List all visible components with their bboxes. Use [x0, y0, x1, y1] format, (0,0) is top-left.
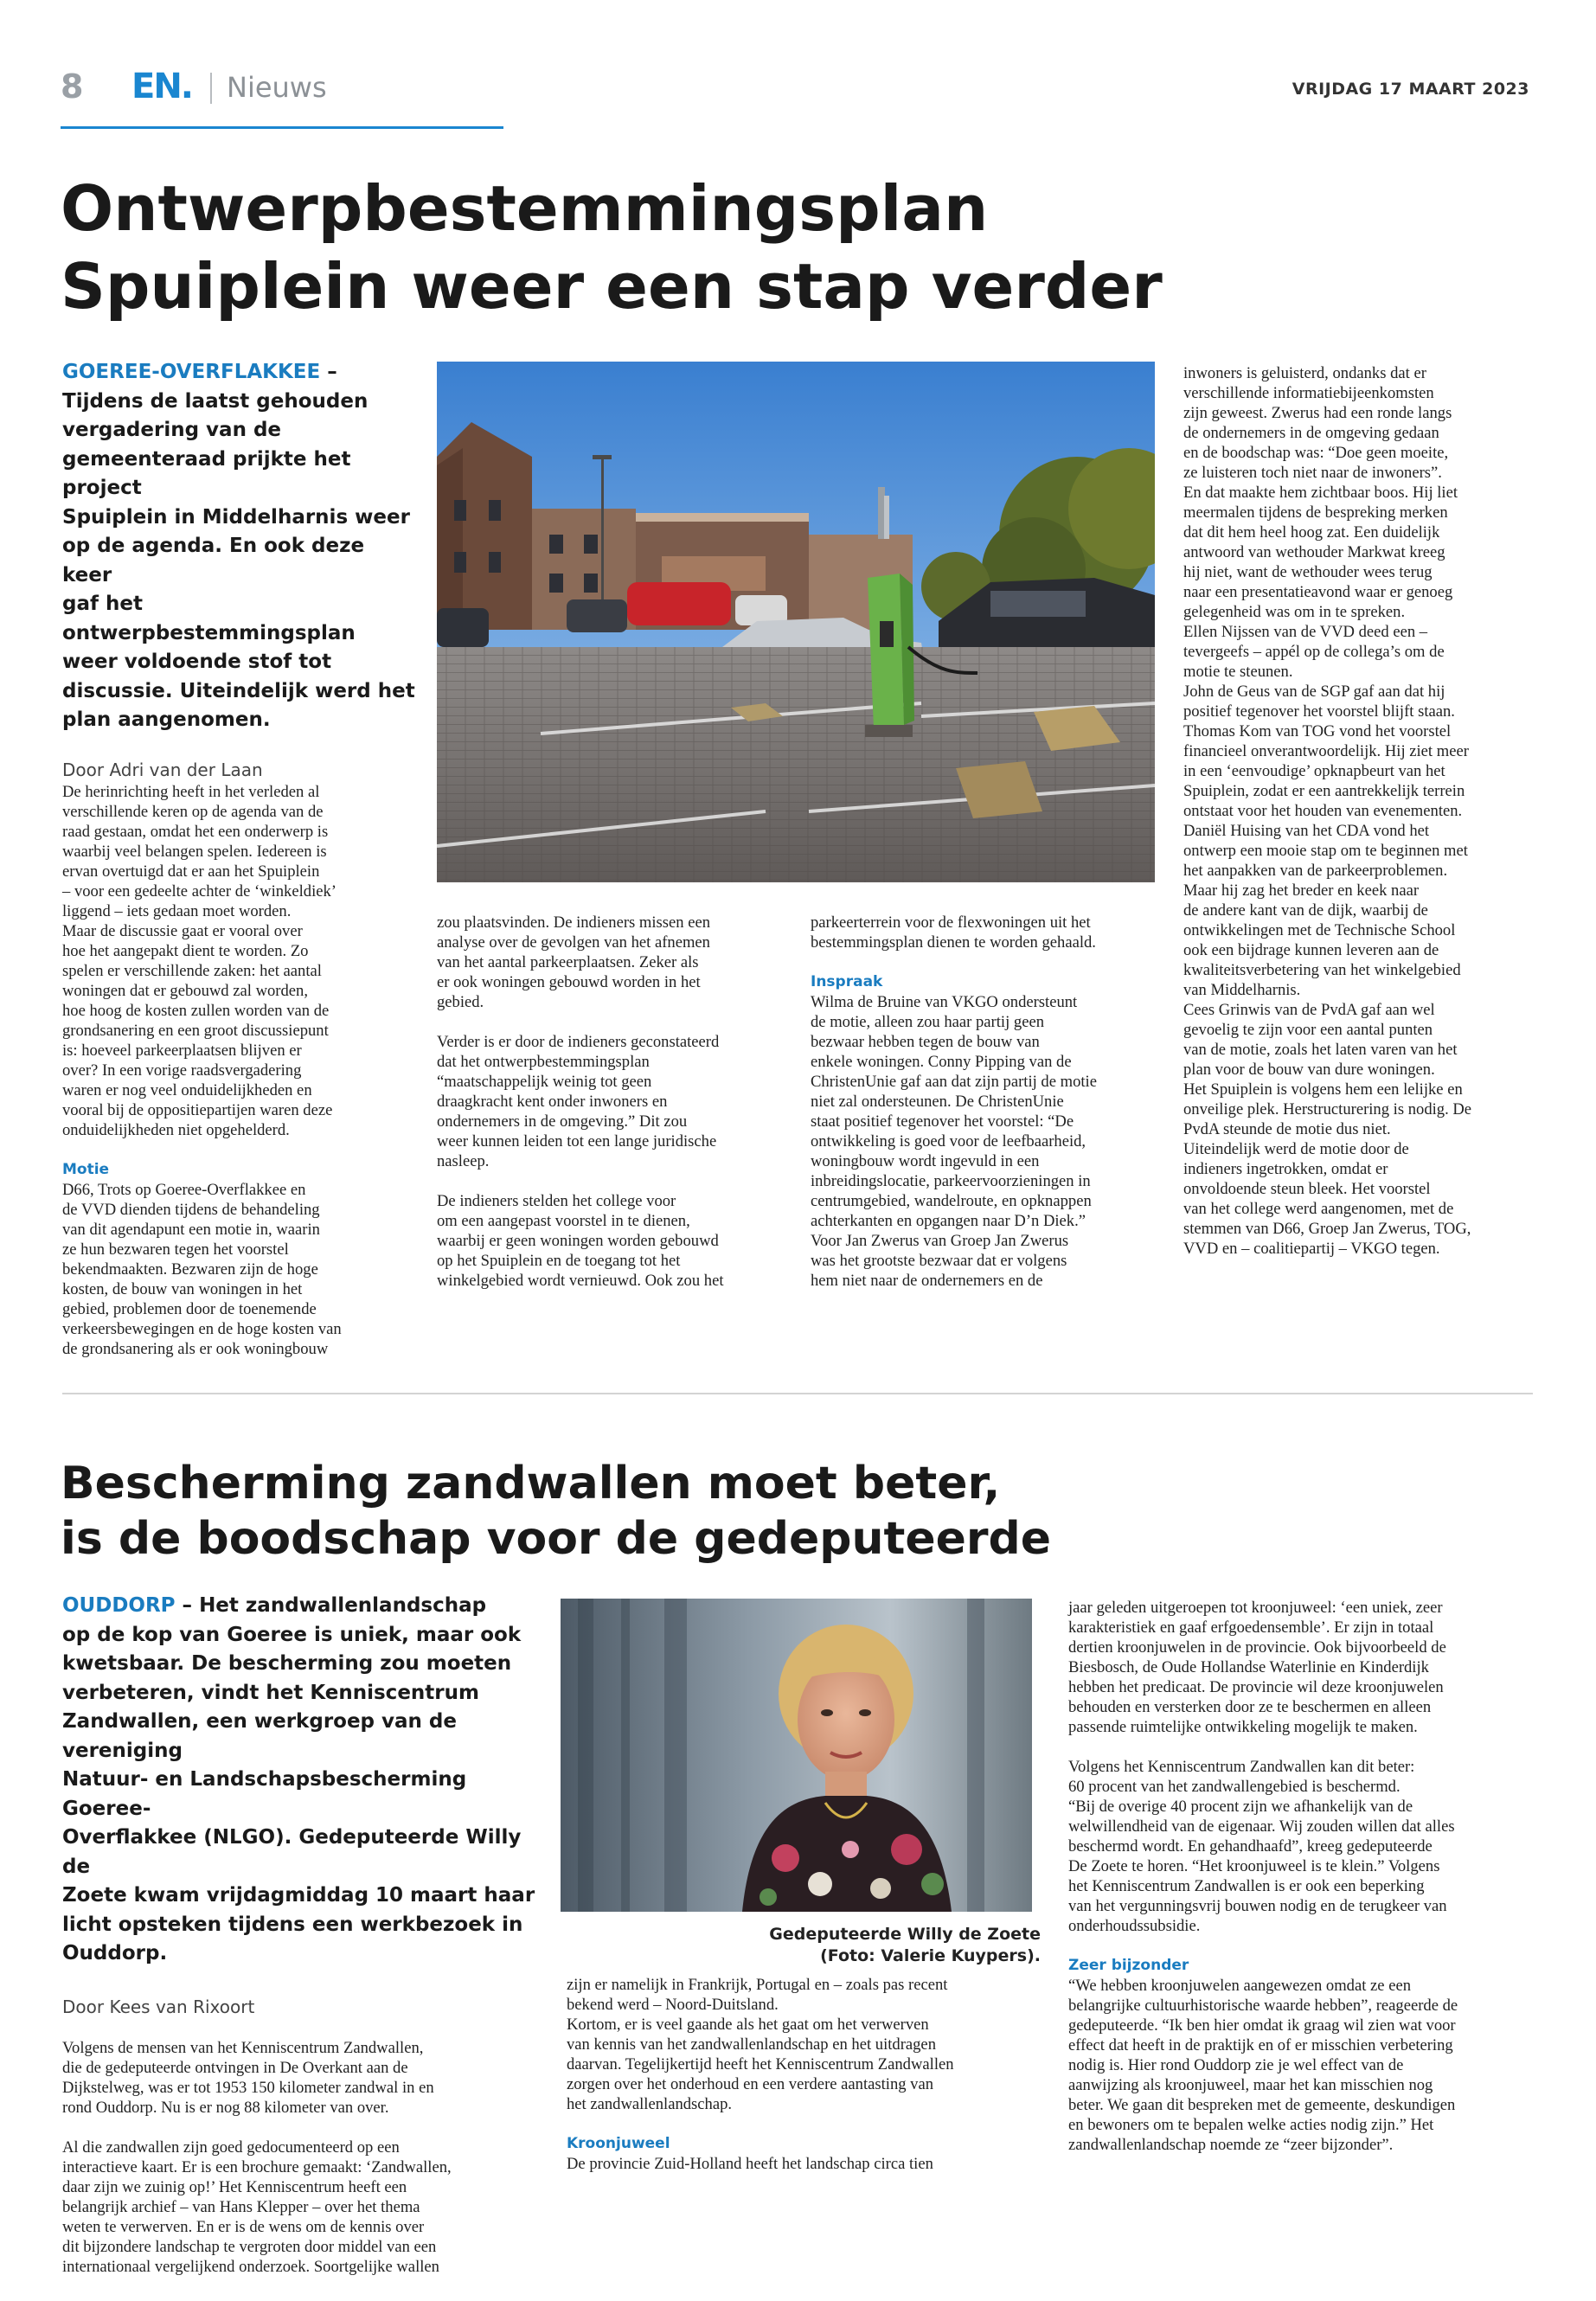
- paragraph: D66, Trots op Goeree-Overflakkee en de VVD dienden tijdens de behandeling van dit agendapunt een motie in, waarin ze hun bezwaren tegen het voorstel bekendmaakten. Bezwaren zijn de hoge kosten, de bouw van woningen in het gebied, problemen door de toenemende verkeersbewegingen en de hoge kosten van de grondsanering als er ook woningbouw: [62, 1180, 342, 1358]
- paragraph: Wilma de Bruine van VKGO ondersteunt de motie, alleen zou haar partij geen bezwaar hebben tegen de bouw van enkele woningen. Conny Pipping van de ChristenUnie gaf aan dat zijn partij de motie niet zal ondersteunen. De ChristenUnie staat positief tegenover het voorstel: “De ontwikkeling is goed voor de leefbaarheid, woningbouw wordt ingevuld in een inbreidingslocatie, parkeervoorzieningen in centrumgebied, wandelroute, en opknappen achterkanten en opgangen naar D’n Diek.” Voor Jan Zwerus van Groep Jan Zwerus was het grootste bezwaar dat er volgens hem niet naar de ondernemers en de: [811, 993, 1097, 1290]
- intro-dash: –: [175, 1594, 200, 1617]
- article2-column-1: [62, 1592, 547, 2277]
- header-rule: [61, 126, 503, 129]
- article1-col1-body: [62, 782, 417, 1359]
- article1-intro-text: Tijdens de laatst gehouden vergadering van de gemeenteraad prijkte het project Spuiplein in Middelharnis weer op de agenda. En ook deze keer gaf het ontwerpbestemmingsplan weer voldoende stof tot discussie. Uiteindelijk werd het plan aangenomen.: [62, 389, 415, 731]
- article-separator: [62, 1393, 1533, 1394]
- article2-intro: [62, 1592, 547, 1969]
- paragraph: zijn er namelijk in Frankrijk, Portugal en – zoals pas recent bekend werd – Noord-Duitsland. Kortom, er is veel gaande als het gaat om het verwerven van kennis van het zandwallenlandschap en het uitdragen daarvan. Tegelijkertijd heeft het Kenniscentrum Zandwallen zorgen over het onderhoud en een verdere aantasting van het zandwallenlandschap.: [567, 1976, 954, 2113]
- article2-column-3: [1068, 1598, 1553, 2155]
- paragraph: “We hebben kroonjuwelen aangewezen omdat ze een belangrijke cultuurhistorische waarde hebben”, reageerde de gedeputeerde. “Ik ben hier omdat ik graag wil zien wat voor effect dat heeft in de praktijk en of er misschien verbetering nodig is. Hier rond Ouddorp zie je wel effect van de aanwijzing als kroonjuweel, maar het kan misschien nog beter. We gaan dit bespreken met de gemeente, deskundigen en bewoners om te bepalen welke acties nodig zijn.” Het zandwallenlandschap noemde ze “zeer bijzonder”.: [1068, 1977, 1458, 2154]
- paragraph: zou plaatsvinden. De indieners missen een analyse over de gevolgen van het afnemen van het aantal parkeerplaatsen. Zeker als er ook woningen gebouwd worden in het gebied.: [437, 913, 711, 1011]
- paragraph: parkeerterrein voor de flexwoningen uit het bestemmingsplan dienen te worden gehaald.: [811, 913, 1096, 952]
- page-number: 8: [61, 67, 84, 106]
- paragraph: Volgens de mensen van het Kenniscentrum Zandwallen, die de gedeputeerde ontvingen in De Overkant aan de Dijkstelweg, was er tot 1953 150 kilometer zandwal in en rond Ouddorp. Nu is er nog 88 kilometer van over.: [62, 2038, 434, 2117]
- paragraph: De indieners stelden het college voor om een aangepast voorstel in te dienen, waarbij er geen woningen worden gebouwd op het Spuiplein en de toegang tot het winkelgebied wordt vernieuwd. Ook zou het: [437, 1192, 724, 1290]
- article1-column-1: [62, 358, 417, 1359]
- article1-intro: [62, 358, 417, 735]
- article1-column-2: [437, 913, 792, 1291]
- subhead-motie: Motie: [62, 1160, 110, 1178]
- photo-caption: Gedeputeerde Willy de Zoete (Foto: Valerie Kuypers).: [769, 1925, 1041, 1965]
- article2-col1-body: [62, 2038, 547, 2277]
- newspaper-logo[interactable]: EN.: [131, 67, 192, 106]
- article2-column-2: [567, 1975, 1051, 2174]
- parking-lot-photo: [437, 362, 1155, 882]
- portrait-photo: [561, 1599, 1032, 1912]
- paragraph: De provincie Zuid-Holland heeft het landschap circa tien: [567, 2155, 933, 2173]
- paragraph: Verder is er door de indieners geconstateerd dat het ontwerpbestemmingsplan “maatschappelijk weinig tot geen draagkracht kent onder inwoners en ondernemers in de omgeving.” Dit zou weer kunnen leiden tot een lange juridische nasleep.: [437, 1033, 720, 1170]
- header-divider: [210, 73, 212, 104]
- issue-date: VRIJDAG 17 MAART 2023: [1292, 80, 1529, 99]
- subhead-inspraak: Inspraak: [811, 973, 883, 990]
- article1-column-3: [811, 913, 1165, 1291]
- section-name[interactable]: Nieuws: [227, 71, 327, 104]
- article2-byline: Door Kees van Rixoort: [62, 1996, 255, 2017]
- paragraph: inwoners is geluisterd, ondanks dat er verschillende informatiebijeenkomsten zijn geweest. Zwerus had een ronde langs de ondernemers in de omgeving gedaan en de boodschap was: “Doe geen moeite, ze luisteren toch niet naar de inwoners”. En dat maakte hem zichtbaar boos. Hij liet meermalen tijdens de bespreking merken dat dit hem heel hoog zat. Een duidelijk antwoord van wethouder Markwat kreeg hij niet, want de wethouder wees terug naar een presentatieavond waar er genoeg gelegenheid was om in te spreken. Ellen Nijssen van de VVD deed een – tevergeefs – appél op de collega’s om de motie te steunen. John de Geus van de SGP gaf aan dat hij positief tegenover het voorstel blijft staan. Thomas Kom van TOG vond het voorstel financieel onverantwoordelijk. Hij ziet meer in een ‘eenvoudige’ opknapbeurt van het Spuiplein, zodat er een aantrekkelijk terrein ontstaat voor het houden van evenementen. Daniël Huising van het CDA vond het ontwerp een mooie stap om te beginnen met het aanpakken van de parkeerproblemen. Maar hij zag het breder en keek naar de andere kant van de dijk, waarbij de ontwikkelingen met de Technische School ook een bijdrage kunnen leveren aan de kwaliteitsverbetering van het winkelgebied van Middelharnis. Cees Grinwis van de PvdA gaf aan wel gevoelig te zijn voor een aantal punten van de motie, zoals het laten varen van het plan voor de bouw van dure woningen. Het Spuiplein is volgens hem een lelijke en onveilige plek. Herstructurering is nodig. De PvdA steunde de motie dus niet. Uiteindelijk werd de motie door de indieners ingetrokken, omdat er onvoldoende steun bleek. Het voorstel van het college werd aangenomen, met de stemmen van D66, Groep Jan Zwerus, TOG, VVD en – coalitiepartij – VKGO tegen.: [1183, 364, 1472, 1258]
- article2-headline[interactable]: Bescherming zandwallen moet beter, is de boodschap voor de gedeputeerde: [61, 1458, 1052, 1565]
- subhead-zeer-bijzonder: Zeer bijzonder: [1068, 1957, 1189, 1974]
- paragraph: Volgens het Kenniscentrum Zandwallen kan dit beter: 60 procent van het zandwallengebied is beschermd. “Bij de overige 40 procent zijn we afhankelijk van de welwillendheid van de eigenaar. Wij zouden willen dat alles beschermd wordt. En gehandhaafd”, kreeg gedeputeerde De Zoete te horen. “Het kroonjuweel is te klein.” Volgens het Kenniscentrum Zandwallen is er ook een beperking van het vergunningsvrij bouwen nodig en de terugkeer van onderhoudssubsidie.: [1068, 1758, 1455, 1935]
- article1-byline: Door Adri van der Laan: [62, 759, 263, 780]
- subhead-kroonjuweel: Kroonjuweel: [567, 2135, 670, 2152]
- article1-headline[interactable]: Ontwerpbestemmingsplan Spuiplein weer een stap verder: [61, 172, 1163, 323]
- article1-column-4: [1183, 363, 1547, 1259]
- article1-place: GOEREE-OVERFLAKKEE: [62, 361, 321, 383]
- article2-intro-text: Het zandwallenlandschap op de kop van Goeree is uniek, maar ook kwetsbaar. De bescherming zou moeten verbeteren, vindt het Kenniscentrum Zandwallen, een werkgroep van de vereniging Natuur- en Landschapsbescherming Goeree- Overflakkee (NLGO). Gedeputeerde Willy de Zoete kwam vrijdagmiddag 10 maart haar licht opsteken tijdens een werkbezoek in Ouddorp.: [62, 1594, 535, 1965]
- article2-place: OUDDORP: [62, 1594, 176, 1617]
- paragraph: Al die zandwallen zijn goed gedocumenteerd op een interactieve kaart. Er is een brochure gemaakt: ‘Zandwallen, daar zijn we zuinig op!’ Het Kenniscentrum heeft een belangrijk archief – van Hans Klepper – over het thema weten te verwerven. En er is de wens om de kennis over dit bijzondere landschap te vergroten door middel van een internationaal vergelijkend onderzoek. Soortgelijke wallen: [62, 2138, 452, 2276]
- paragraph: De herinrichting heeft in het verleden al verschillende keren op de agenda van de raad gestaan, omdat het een onderwerp is waarbij veel belangen spelen. Iedereen is ervan overtuigd dat er aan het Spuiplein – voor een gedeelte achter de ‘winkeldiek’ liggend – iets gedaan moet worden. Maar de discussie gaat er vooral over hoe het aangepakt dient te worden. Zo spelen er verschillende zaken: het aantal woningen dat er gebouwd zal worden, hoe hoog de kosten zullen worden van de grondsanering en een groot discussiepunt is: hoeveel parkeerplaatsen blijven er over? In een vorige raadsvergadering waren er nog veel onduidelijkheden en vooral bij de oppositiepartijen waren deze onduidelijkheden niet opgehelderd.: [62, 782, 337, 1139]
- paragraph: jaar geleden uitgeroepen tot kroonjuweel: ‘een uniek, zeer karakteristiek en gaaf erfgoedensemble’. Er zijn in totaal dertien kroonjuwelen in de provincie. Ook bijvoorbeeld de Biesbosch, de Oude Hollandse Waterlinie en Kinderdijk hebben het predicaat. De provincie wil deze kroonjuwelen behouden en versterken door ze te beschermen en alleen passende ruimtelijke ontwikkeling mogelijk te maken.: [1068, 1599, 1446, 1736]
- intro-dash: –: [320, 361, 337, 383]
